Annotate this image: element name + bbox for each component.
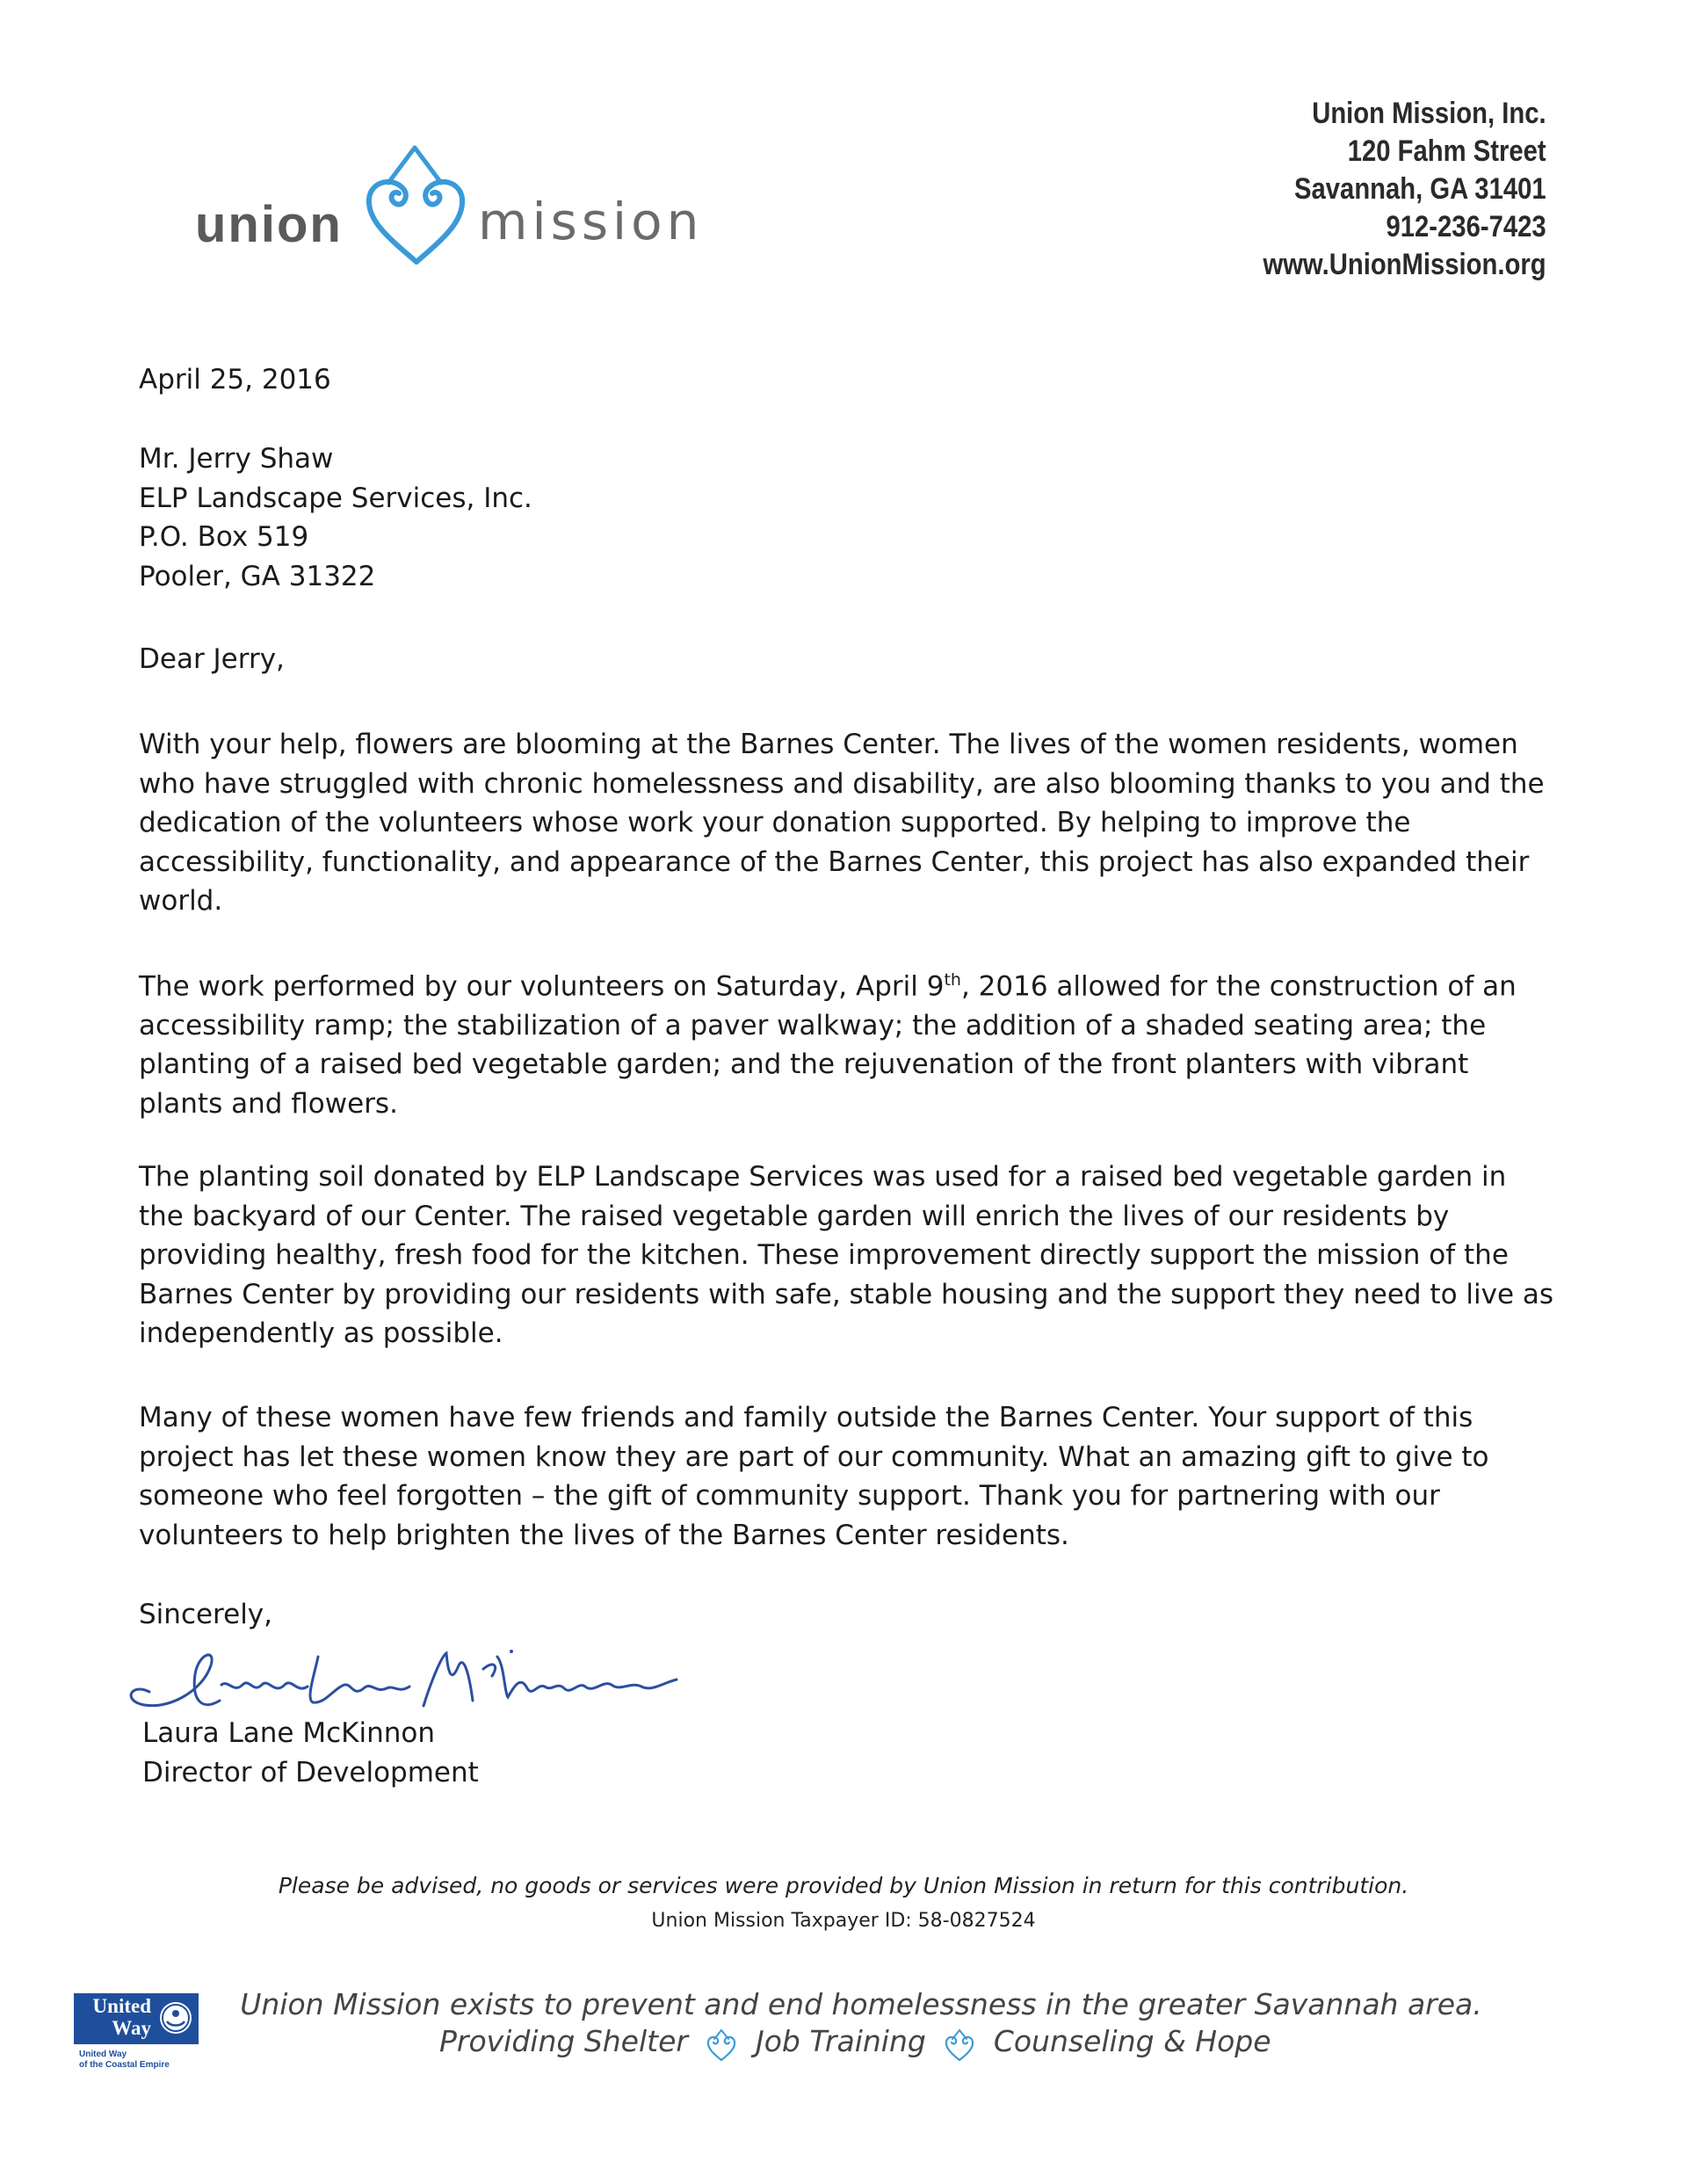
recipient-line: Pooler, GA 31322: [139, 560, 376, 592]
signer-name: Laura Lane McKinnon: [142, 1717, 435, 1749]
address-line: 912-236-7423: [1386, 210, 1546, 243]
body-paragraph-2: [139, 961, 1555, 1123]
service-counseling-hope: Counseling & Hope: [993, 2024, 1271, 2058]
heart-house-icon: [355, 141, 478, 272]
logo-word-union: union: [195, 196, 343, 253]
service-job-training: Job Training: [755, 2024, 926, 2058]
letter-date: April 25, 2016: [139, 364, 331, 395]
salutation: Dear Jerry,: [139, 643, 285, 675]
handwritten-signature: [114, 1630, 712, 1727]
paragraph-2-end: , 2016 allowed for the construction of an accessibility ramp; the stabilization of a paver walkway; the addition of a shaded seating area; the planting of a raised bed vegetable garden; and the rejuvenation of the front planters with vibrant plants and flowers.: [139, 970, 1517, 1120]
signer-title: Director of Development: [142, 1757, 479, 1789]
mission-statement: Union Mission exists to prevent and end homelessness in the greater Savannah area.: [240, 1987, 1482, 2021]
body-paragraph-4: Many of these women have few friends and family outside the Barnes Center. Your support of this project has let these women know they are part of our community. What an amazing gift to give to someone who feel forgotten – the gift of community support. Thank you for partnering with our volunteers to help brighten the lives of the Barnes Center residents.: [139, 1402, 1489, 1551]
heart-icon: [702, 2025, 741, 2064]
recipient-line: Mr. Jerry Shaw: [139, 443, 334, 475]
united-way-caption-line: United Way: [79, 2050, 127, 2059]
union-mission-logo: [195, 141, 704, 281]
sender-address: [1217, 95, 1546, 284]
closing: Sincerely,: [139, 1599, 273, 1630]
recipient-line: P.O. Box 519: [139, 521, 309, 553]
ordinal-suffix: th: [944, 970, 961, 990]
united-way-word-2: Way: [112, 2017, 151, 2039]
body-paragraph-1: With your help, flowers are blooming at the Barnes Center. The lives of the women residents, women who have struggled with chronic homelessness and disability, are also blooming thanks to you and the dedication of the volunteers whose work your donation supported. By helping to improve the accessibility, functionality, and appearance of the Barnes Center, this project has also expanded their world.: [139, 729, 1545, 917]
address-website: www.UnionMission.org: [1263, 248, 1546, 281]
recipient-line: ELP Landscape Services, Inc.: [139, 482, 532, 514]
recipient-address: [139, 439, 532, 596]
logo-word-mission: mission: [478, 192, 704, 251]
united-way-caption: [79, 2050, 202, 2071]
tax-disclaimer: Please be advised, no goods or services were provided by Union Mission in return for this contribution.: [278, 1873, 1409, 1898]
address-line: Savannah, GA 31401: [1294, 172, 1546, 206]
heart-icon: [940, 2025, 979, 2064]
united-way-word-1: United: [92, 1995, 151, 2017]
services-line: [439, 2024, 1271, 2064]
service-shelter: Providing Shelter: [439, 2024, 688, 2058]
address-line: 120 Fahm Street: [1348, 134, 1546, 168]
paragraph-2-start: The work performed by our volunteers on Saturday, April 9: [139, 970, 945, 1003]
address-line: Union Mission, Inc.: [1312, 97, 1546, 130]
body-paragraph-3: The planting soil donated by ELP Landscape Services was used for a raised bed vegetable garden in the backyard of our Center. The raised vegetable garden will enrich the lives of our residents by providing healthy, fresh food for the kitchen. These improvement directly support the mission of the Barnes Center by providing our residents with safe, stable housing and the support they need to live as independently as possible.: [139, 1161, 1554, 1349]
united-way-caption-line: of the Coastal Empire: [79, 2060, 170, 2070]
taxpayer-id: Union Mission Taxpayer ID: 58-0827524: [651, 1910, 1036, 1932]
